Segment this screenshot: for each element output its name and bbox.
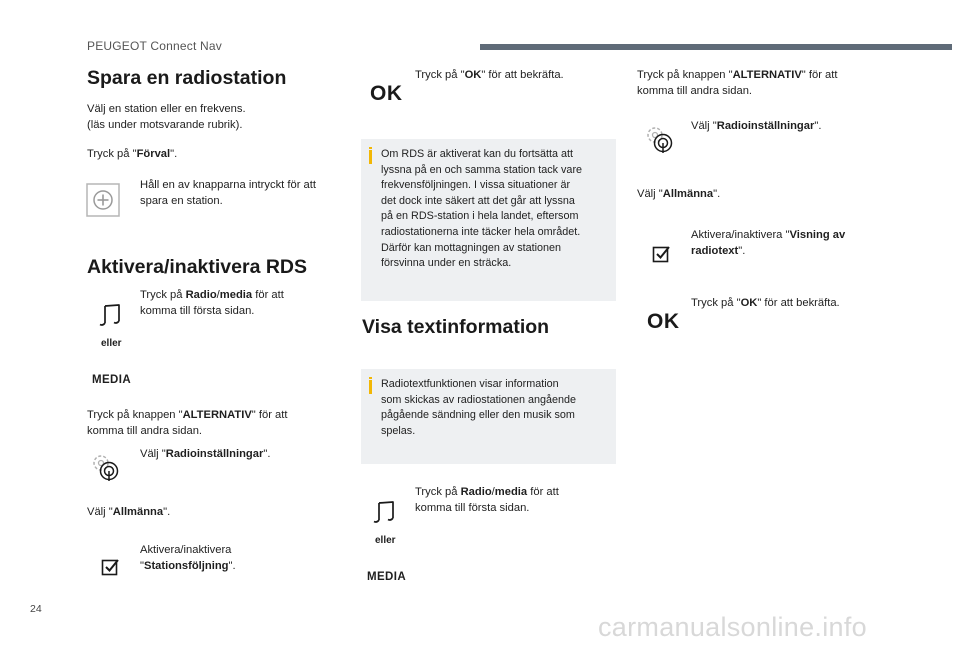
eller-label: eller [101,338,122,349]
add-preset-icon [86,183,120,217]
rds-info-text: Om RDS är aktiverat kan du fortsätta att lyssna på en och samma station tack vare frekvensföljningen. I vissa situationer är det dock inte säkert att det går att lyssna på en RDS-station i hela landet, eftersom radiostationerna inte täcker hela området. Därför kan mottagningen av stationen försvinna under en sträcka. [381,148,583,270]
rds-info-box [361,139,616,301]
music-note-icon [372,499,398,525]
running-header: PEUGEOT Connect Nav [87,39,222,53]
radio-settings-icon [90,452,122,484]
col2-ok-text: Tryck på "OK" för att bekräfta. [415,69,564,81]
text-info-box [361,369,616,464]
col3-aktivera-visning: Aktivera/inaktivera "Visning av radiotext". [691,229,846,257]
ok-button-icon: OK [370,82,403,105]
spara-tryck-forval: Tryck på "Förval". [87,148,178,160]
page-number: 24 [30,603,42,615]
rds-tryck-radio-media: Tryck på Radio/media för att komma till första sidan. [140,289,284,317]
col3-ok-text: Tryck på "OK" för att bekräfta. [691,297,840,309]
media-button-icon: MEDIA [367,571,407,583]
text-info-text: Radiotextfunktionen visar information som skickas av radiostationen angående pågående sändning eller den musik som spelas. [381,378,577,437]
spara-intro: Välj en station eller en frekvens. (läs under motsvarande rubrik). [87,103,246,131]
ok-button-icon: OK [647,310,680,333]
spara-hall-text: Håll en av knapparna intryckt för att spara en station. [140,179,316,207]
music-note-icon [98,302,124,328]
col3-alternativ-text: Tryck på knappen "ALTERNATIV" för att komma till andra sidan. [637,69,838,97]
rds-alternativ-text: Tryck på knappen "ALTERNATIV" för att komma till andra sidan. [87,409,288,437]
radio-settings-icon [644,124,676,156]
rds-aktivera-stationsfoljning: Aktivera/inaktivera "Stationsföljning". [140,544,236,572]
checkbox-icon [101,557,121,577]
col3-valj-radioinst: Välj "Radioinställningar". [691,120,822,132]
info-accent-bar [369,150,372,164]
rds-valj-allmanna: Välj "Allmänna". [87,506,171,518]
col3-valj-allmanna: Välj "Allmänna". [637,188,721,200]
rds-valj-radioinst: Välj "Radioinställningar". [140,448,271,460]
info-icon [369,147,372,149]
col2-tryck-radio-media: Tryck på Radio/media för att komma till första sidan. [415,486,559,514]
checkbox-icon [652,244,672,264]
eller-label: eller [375,535,396,546]
media-button-icon: MEDIA [92,374,132,386]
info-accent-bar [369,380,372,394]
info-icon [369,377,372,379]
header-bar [480,44,952,50]
watermark: carmanualsonline.info [598,612,867,642]
section-title-visa: Visa textinformation [362,316,550,338]
section-title-rds: Aktivera/inaktivera RDS [87,256,308,278]
section-title-spara: Spara en radiostation [87,67,287,89]
